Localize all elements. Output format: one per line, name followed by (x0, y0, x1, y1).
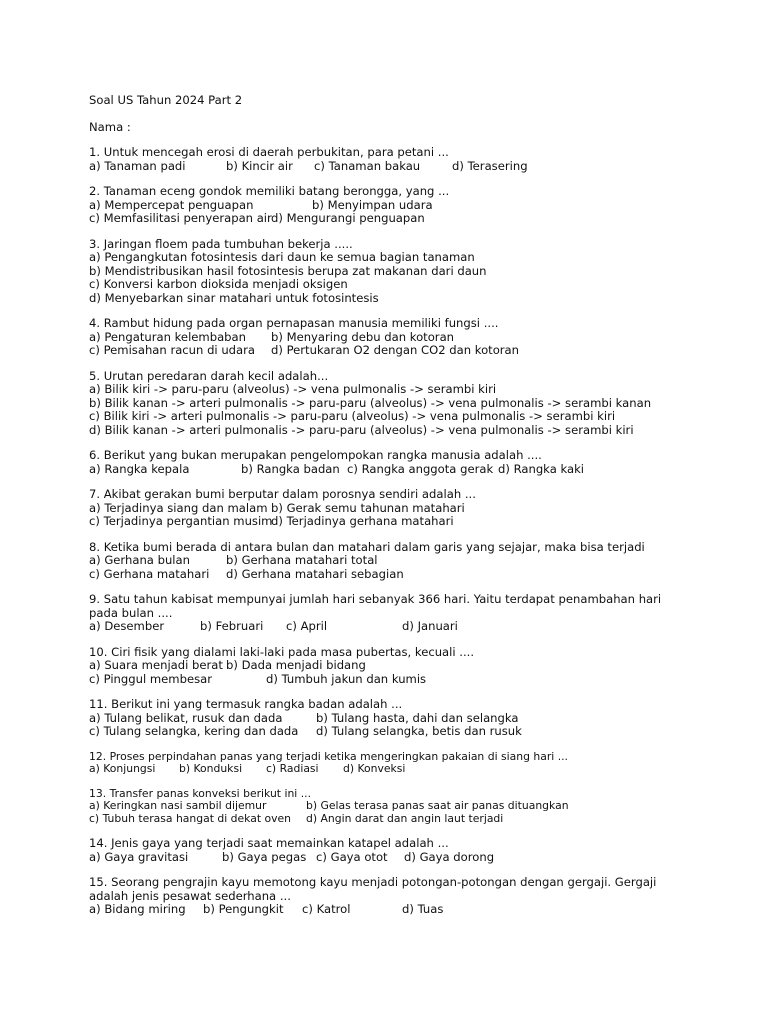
option-d: d) Konveksi (343, 762, 406, 775)
option-a: a) Bilik kiri -> paru-paru (alveolus) -> vena pulmonalis -> serambi kiri (89, 382, 497, 396)
option-d: d) Tulang selangka, betis dan rusuk (316, 724, 522, 738)
option-b: b) Mendistribusikan hasil fotosintesis berupa zat makanan dari daun (89, 263, 487, 278)
option-d: d) Januari (402, 619, 458, 633)
document-title: Soal US Tahun 2024 Part 2 (89, 93, 243, 107)
option-b: b) Gerak semu tahunan matahari (271, 500, 465, 515)
option-a: a) Tanaman padi (89, 158, 186, 173)
question-text: 3. Jaringan floem pada tumbuhan bekerja ..... (89, 236, 353, 251)
option-c: c) Bilik kiri -> arteri pulmonalis -> paru-paru (alveolus) -> vena pulmonalis -> serambi kiri (89, 409, 616, 423)
option-a: a) Gerhana bulan (89, 553, 190, 567)
option-d: d) Gaya dorong (404, 849, 495, 864)
question-1 (89, 146, 749, 173)
question-text: 8. Ketika bumi berada di antara bulan dan matahari dalam garis yang sejajar, maka bisa terjadi (89, 539, 645, 554)
question-text: 1. Untuk mencegah erosi di daerah perbukitan, para petani ... (89, 145, 449, 159)
option-b: b) Gaya pegas (222, 849, 307, 864)
option-b: b) Bilik kanan -> arteri pulmonalis -> paru-paru (alveolus) -> vena pulmonalis -> serambi kanan (89, 395, 652, 410)
option-d: d) Bilik kanan -> arteri pulmonalis -> paru-paru (alveolus) -> vena pulmonalis -> serambi kiri (89, 422, 634, 437)
option-b: b) Konduksi (179, 762, 243, 775)
option-a: a) Rangka kepala (89, 461, 190, 476)
document-page (89, 94, 749, 917)
option-b: b) Menyaring debu dan kotoran (271, 329, 455, 344)
question-10 (89, 646, 749, 687)
option-b: b) Menyimpan udara (312, 197, 433, 212)
question-text: 10. Ciri fisik yang dialami laki-laki pada masa pubertas, kecuali .... (89, 644, 475, 659)
question-2 (89, 185, 749, 226)
option-d: d) Tumbuh jakun dan kumis (266, 671, 427, 686)
question-text: 11. Berikut ini yang termasuk rangka badan adalah ... (89, 697, 403, 711)
question-6 (89, 449, 749, 476)
option-c: c) Gaya otot (316, 849, 388, 864)
question-text: 14. Jenis gaya yang terjadi saat memainkan katapel adalah ... (89, 836, 449, 850)
option-c: c) Tulang selangka, kering dan dada (89, 724, 299, 738)
option-d: d) Menyebarkan sinar matahari untuk fotosintesis (89, 290, 379, 305)
option-c: c) Memfasilitasi penyerapan air (89, 211, 272, 225)
option-a: a) Keringkan nasi sambil dijemur (89, 799, 267, 812)
question-8 (89, 541, 749, 582)
option-c: c) Konversi karbon dioksida menjadi oksigen (89, 277, 348, 291)
option-c: c) Rangka anggota gerak (347, 461, 494, 476)
option-d: d) Terasering (452, 158, 528, 173)
option-c: c) Gerhana matahari (89, 566, 210, 581)
option-b: b) Gelas terasa panas saat air panas dituangkan (306, 799, 569, 812)
option-b: b) Gerhana matahari total (226, 553, 378, 567)
option-d: d) Gerhana matahari sebagian (226, 566, 404, 581)
option-b: b) Tulang hasta, dahi dan selangka (316, 710, 519, 725)
question-text: 9. Satu tahun kabisat mempunyai jumlah hari sebanyak 366 hari. Yaitu terdapat penambahan hari pada bulan .... (89, 592, 662, 620)
question-text: 7. Akibat gerakan bumi berputar dalam porosnya sendiri adalah ... (89, 487, 476, 501)
option-c: c) Tubuh terasa hangat di dekat oven (89, 811, 291, 825)
option-a: a) Konjungsi (89, 762, 156, 775)
question-text: 12. Proses perpindahan panas yang terjadi ketika mengeringkan pakaian di siang hari ... (89, 749, 568, 763)
question-12 (89, 751, 749, 776)
option-a: a) Mempercepat penguapan (89, 197, 254, 212)
option-c: c) Pemisahan racun di udara (89, 343, 256, 357)
question-15 (89, 876, 749, 917)
option-b: b) Dada menjadi bidang (226, 658, 366, 672)
option-d: d) Terjadinya gerhana matahari (271, 514, 454, 528)
question-14 (89, 837, 749, 864)
question-11 (89, 698, 749, 739)
question-text: 15. Seorang pengrajin kayu memotong kayu menjadi potongan-potongan dengan gergaji. Gergaji adalah jenis pesawat sederhana ... (89, 875, 657, 903)
option-c: c) Radiasi (266, 762, 319, 775)
question-13 (89, 788, 749, 826)
option-b: b) Rangka badan (241, 461, 340, 476)
option-d: d) Tuas (402, 902, 444, 916)
question-3 (89, 238, 749, 306)
option-d: d) Mengurangi penguapan (271, 211, 425, 225)
question-4 (89, 317, 749, 358)
question-9 (89, 593, 749, 634)
option-a: a) Terjadinya siang dan malam (89, 500, 268, 515)
option-c: c) Terjadinya pergantian musim (89, 514, 273, 528)
question-text: 13. Transfer panas konveksi berikut ini ... (89, 786, 312, 800)
option-c: c) Tanaman bakau (314, 158, 421, 173)
option-a: a) Desember (89, 619, 165, 633)
question-7 (89, 488, 749, 529)
option-a: a) Tulang belikat, rusuk dan dada (89, 710, 283, 725)
option-b: b) Kincir air (226, 158, 293, 173)
question-text: 2. Tanaman eceng gondok memiliki batang berongga, yang ... (89, 184, 450, 198)
option-c: c) Pinggul membesar (89, 671, 212, 686)
option-d: d) Rangka kaki (498, 461, 585, 476)
option-d: d) Angin darat dan angin laut terjadi (306, 811, 504, 825)
question-text: 5. Urutan peredaran darah kecil adalah... (89, 368, 329, 383)
option-c: c) April (286, 619, 328, 633)
option-a: a) Pengaturan kelembaban (89, 329, 246, 344)
option-b: b) Februari (200, 619, 264, 633)
option-c: c) Katrol (302, 902, 351, 916)
option-a: a) Bidang miring (89, 902, 186, 916)
name-field-label: Nama : (89, 119, 131, 134)
option-b: b) Pengungkit (203, 902, 284, 916)
question-text: 4. Rambut hidung pada organ pernapasan manusia memiliki fungsi .... (89, 316, 499, 330)
option-a: a) Suara menjadi berat (89, 658, 223, 672)
question-5 (89, 370, 749, 438)
option-a: a) Pengangkutan fotosintesis dari daun ke semua bagian tanaman (89, 250, 475, 264)
question-text: 6. Berikut yang bukan merupakan pengelompokan rangka manusia adalah .... (89, 448, 542, 462)
option-a: a) Gaya gravitasi (89, 849, 189, 864)
option-d: d) Pertukaran O2 dengan CO2 dan kotoran (271, 343, 520, 357)
